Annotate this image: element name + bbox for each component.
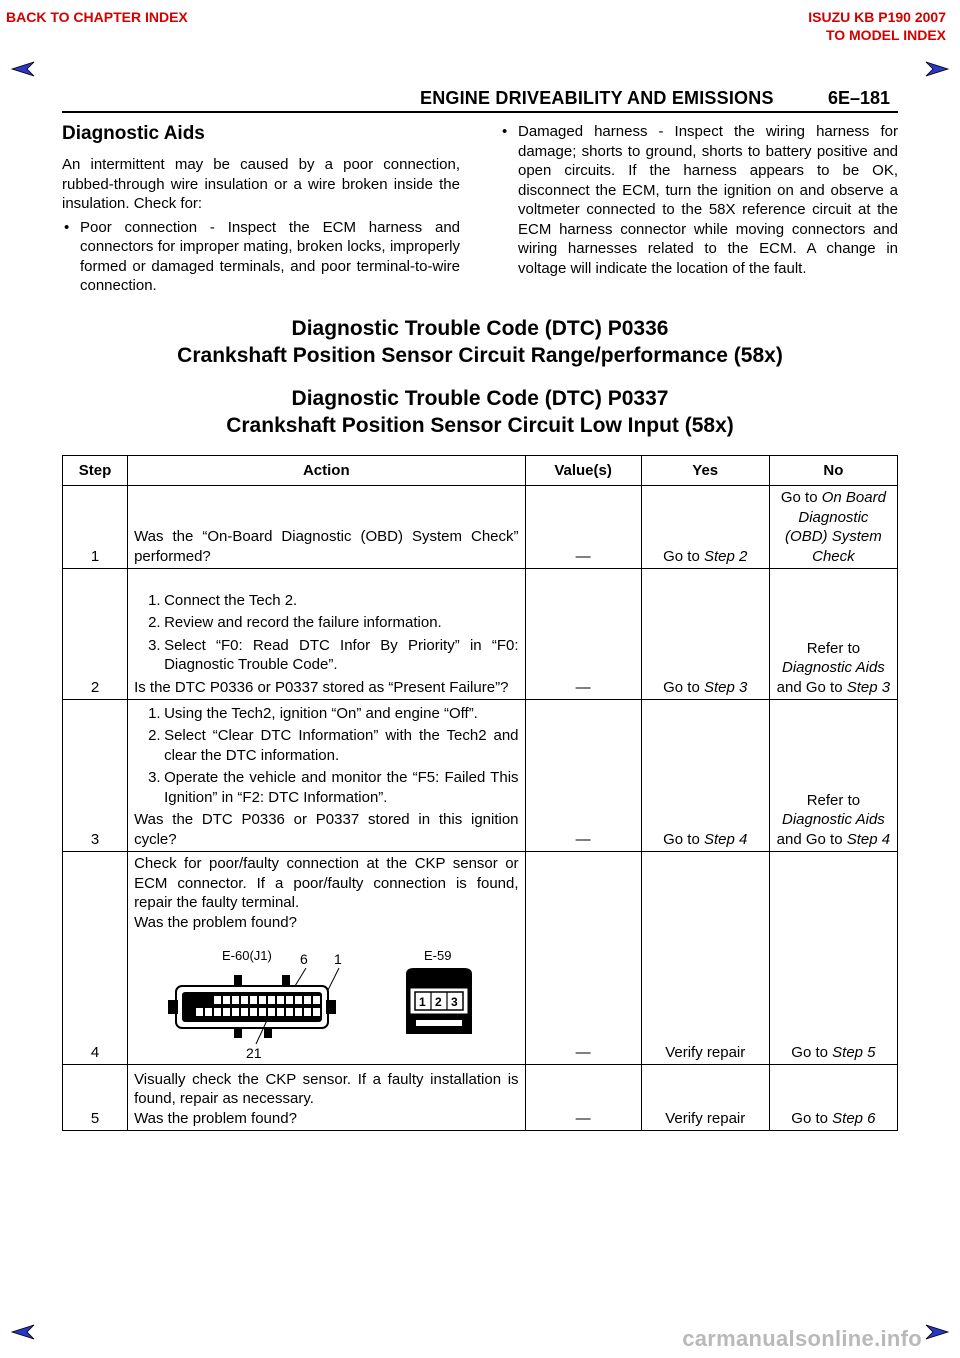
step-instruction: Visually check the CKP sensor. If a faulty installation is found, repair as necessary. <box>134 1070 519 1107</box>
yes-step-link[interactable]: Step 2 <box>703 547 748 565</box>
step-no <box>769 486 897 569</box>
table-row <box>63 700 898 852</box>
connector-diagram <box>134 944 514 1062</box>
diagnostic-aids-heading: Diagnostic Aids <box>62 123 205 144</box>
manual-title: ISUZU KB P190 2007 <box>808 9 946 25</box>
section-title: ENGINE DRIVEABILITY AND EMISSIONS <box>420 88 774 108</box>
table-row <box>63 852 898 1065</box>
step-yes <box>641 700 769 852</box>
diagnostic-table <box>62 455 898 1131</box>
next-page-arrow-icon[interactable] <box>924 61 950 77</box>
yes-text: Go to <box>663 547 704 565</box>
table-header-row <box>63 456 898 486</box>
column-header-yes: Yes <box>641 456 769 486</box>
no-step-link[interactable]: Step 6 <box>832 1109 876 1127</box>
step-number: 5 <box>63 1065 128 1131</box>
step-action <box>128 569 525 700</box>
dtc-description-line: Crankshaft Position Sensor Circuit Low Input (58x) <box>226 414 734 437</box>
back-to-chapter-index-link[interactable]: BACK TO CHAPTER INDEX <box>6 9 188 25</box>
to-model-index-label: TO MODEL INDEX <box>825 27 946 43</box>
step-number: 2 <box>63 569 128 700</box>
list-item-text: Select “F0: Read DTC Infor By Priority” in “F0: Diagnostic Trouble Code”. <box>164 636 519 673</box>
prev-page-arrow-icon[interactable] <box>10 61 36 77</box>
step-instruction: Check for poor/faulty connection at the CKP sensor or ECM connector. If a poor/faulty connection is found, repair the faulty terminal. <box>134 855 519 911</box>
ecm-connector-label: E-60(J1) <box>222 948 272 963</box>
no-text: Refer to <box>806 791 861 809</box>
ckp-connector-label: E-59 <box>424 948 452 963</box>
ecm-connector-shape <box>168 975 336 1038</box>
yes-text: Go to <box>663 678 704 696</box>
list-item: 1. Connect the Tech 2. <box>148 591 298 609</box>
step-question: Was the problem found? <box>134 913 297 931</box>
no-text: Go to <box>791 1043 833 1061</box>
no-text: Refer to <box>806 639 861 657</box>
yes-step-link[interactable]: Step 4 <box>703 830 748 848</box>
bullet-text-damaged-harness: Damaged harness - Inspect the wiring harness for damage; shorts to ground, shorts to battery positive and open circuits. If the harness appears to be OK, disconnect the ECM, turn the ignition on and observe a voltmeter connected to the 58X reference circuit at the ECM harness connector while moving connectors and wiring harnesses related to the ECM. A change in voltage will indicate the location of the fault. <box>518 123 898 277</box>
table-row <box>63 569 898 700</box>
no-obd-check-link[interactable]: On Board Diagnostic (OBD) System Check <box>785 489 886 565</box>
list-item <box>62 218 460 296</box>
dtc-code-line: Diagnostic Trouble Code (DTC) P0337 <box>291 387 669 410</box>
dtc-description-line: Crankshaft Position Sensor Circuit Range/performance (58x) <box>177 344 783 367</box>
no-text: and Go to <box>776 678 847 696</box>
step-action: Was the “On-Board Diagnostic (OBD) System Check” performed? <box>128 486 525 569</box>
dtc-p0336-heading <box>62 315 898 369</box>
table-row <box>63 1065 898 1131</box>
no-diagnostic-aids-link[interactable]: Diagnostic Aids <box>781 659 885 676</box>
prev-page-arrow-bottom-icon[interactable] <box>10 1324 36 1340</box>
diagnostic-aids-right-column <box>500 122 898 280</box>
no-diagnostic-aids-link[interactable]: Diagnostic Aids <box>781 811 885 828</box>
bullet-mark: • <box>502 123 508 140</box>
list-item-text: Using the Tech2, ignition “On” and engine “Off”. <box>164 704 478 722</box>
bullet-mark: • <box>64 218 70 236</box>
bullet-text-poor-connection: Poor connection - Inspect the ECM harness and connectors for improper mating, broken locks, improperly formed or damaged terminals, and poor terminal-to-wire connection. <box>80 218 460 294</box>
step-yes: Verify repair <box>641 1065 769 1131</box>
dtc-code-line: Diagnostic Trouble Code (DTC) P0336 <box>291 317 669 340</box>
list-item: 2. Review and record the failure information. <box>148 614 442 631</box>
step-action <box>128 1065 525 1131</box>
step-number: 1 <box>63 486 128 569</box>
ckp-pin-3-label: 3 <box>451 995 458 1009</box>
pin-21-label: 21 <box>246 1045 262 1061</box>
step-question: Was the DTC P0336 or P0337 stored in this ignition cycle? <box>134 811 519 848</box>
pin-6-label: 6 <box>300 951 308 967</box>
step-yes: Verify repair <box>641 852 769 1065</box>
step-action <box>128 700 525 852</box>
table-row <box>63 486 898 569</box>
list-item-text: Select “Clear DTC Information” with the Tech2 and clear the DTC information. <box>164 727 519 764</box>
list-item <box>500 122 898 278</box>
step-action <box>128 852 525 1065</box>
step-yes <box>641 569 769 700</box>
step-no <box>769 700 897 852</box>
pin-1-label: 1 <box>334 951 342 967</box>
column-header-values: Value(s) <box>525 456 641 486</box>
step-number: 3 <box>63 700 128 852</box>
no-step-link[interactable]: Step 5 <box>832 1043 876 1061</box>
list-item-text: Operate the vehicle and monitor the “F5: Failed This Ignition” in “F2: DTC Information”. <box>164 769 519 806</box>
step-value: — <box>525 700 641 852</box>
yes-text: Go to <box>663 830 704 848</box>
column-header-action: Action <box>128 456 525 486</box>
list-item-text: Review and record the failure information. <box>164 614 442 631</box>
step-number: 4 <box>63 852 128 1065</box>
page-number: 6E–181 <box>828 88 891 108</box>
dtc-p0337-heading <box>62 385 898 439</box>
diagnostic-aids-left-column <box>62 122 460 298</box>
list-item: 2. Select “Clear DTC Information” with the Tech2 and clear the DTC information. <box>148 727 519 764</box>
no-step-link[interactable]: Step 3 <box>846 678 891 696</box>
step-question: Was the problem found? <box>134 1109 297 1127</box>
step-yes <box>641 486 769 569</box>
no-text: and Go to <box>776 830 847 848</box>
watermark: carmanualsonline.info <box>682 1326 922 1351</box>
step-value: — <box>525 486 641 569</box>
step-value: — <box>525 852 641 1065</box>
diagnostic-aids-intro: An intermittent may be caused by a poor connection, rubbed-through wire insulation or a wire broken inside the insulation. Check for: <box>62 156 460 212</box>
step-no <box>769 1065 897 1131</box>
list-item: 3. Select “F0: Read DTC Infor By Priority” in “F0: Diagnostic Trouble Code”. <box>148 636 519 673</box>
model-index-link[interactable] <box>808 8 946 44</box>
no-text: Go to <box>791 1109 833 1127</box>
list-item: 1. Using the Tech2, ignition “On” and engine “Off”. <box>148 704 478 722</box>
step-value: — <box>525 1065 641 1131</box>
step-no <box>769 569 897 700</box>
step-value: — <box>525 569 641 700</box>
no-step-link[interactable]: Step 4 <box>846 830 891 848</box>
list-item: 3. Operate the vehicle and monitor the “F5: Failed This Ignition” in “F2: DTC Information”. <box>148 769 519 806</box>
column-header-step: Step <box>63 456 128 486</box>
no-text: Go to <box>780 489 822 506</box>
step-no <box>769 852 897 1065</box>
column-header-no: No <box>769 456 897 486</box>
list-item-text: Connect the Tech 2. <box>164 591 298 609</box>
header-divider <box>62 111 898 113</box>
ckp-pin-1-label: 1 <box>419 995 426 1009</box>
yes-step-link[interactable]: Step 3 <box>703 678 748 696</box>
ckp-pin-2-label: 2 <box>435 995 442 1009</box>
next-page-arrow-bottom-icon[interactable] <box>924 1324 950 1340</box>
step-question: Is the DTC P0336 or P0337 stored as “Present Failure”? <box>134 678 509 696</box>
